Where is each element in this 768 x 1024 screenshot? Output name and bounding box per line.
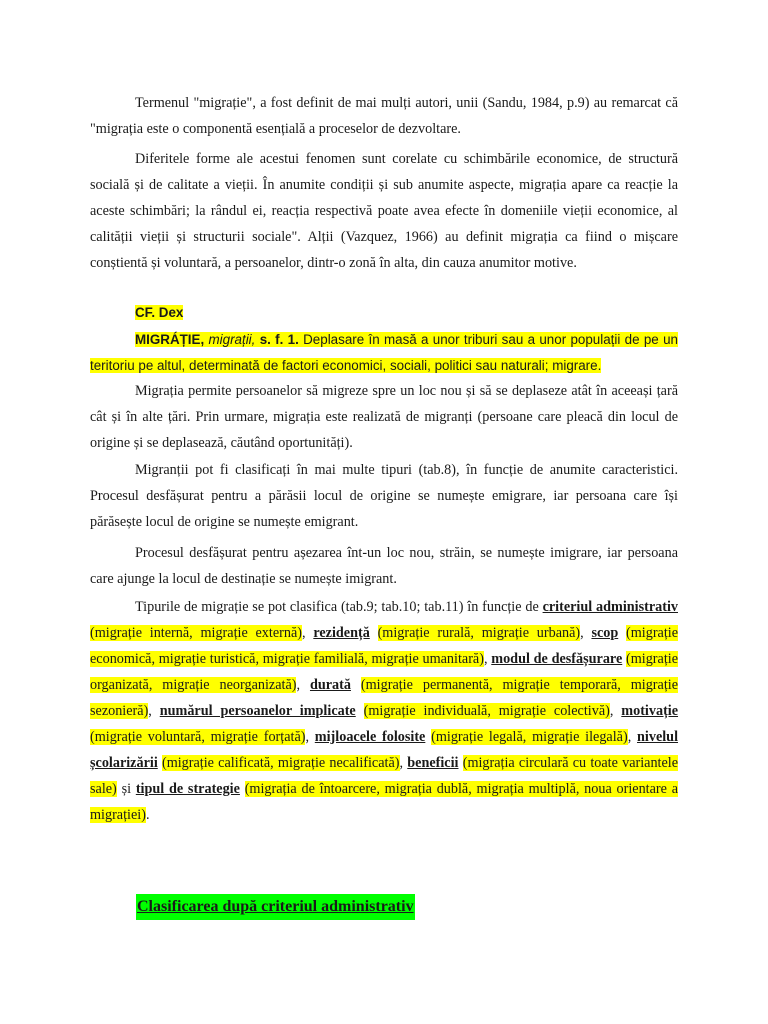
highlighted-text: (migrație rurală, migrație urbană) [377,625,581,641]
criterion-term: tipul de strategie [135,781,240,797]
paragraph-forms-of-phenomenon [90,146,678,276]
criterion-term: modul de desfășurare [491,651,623,667]
paragraph-cf-dex [90,300,678,326]
criterion-term: durată [309,677,351,693]
highlighted-text: (migrația circulară cu toate variantele sale) [90,755,679,797]
text-run: Procesul desfășurat pentru așezarea înt-un loc nou, străin, se numește imigrare, iar persoana care ajunge la locul de destinație se numește imigrant. [90,545,678,587]
paragraph-migrant-types [90,457,678,535]
text-run: , [296,677,310,693]
criterion-term: rezidență [313,625,370,641]
highlighted-text: (migrație legală, migrație ilegală) [431,729,628,745]
text-run: . [145,807,150,823]
criterion-term: scop [591,625,619,641]
highlighted-text: (migrație voluntară, migrație forțată) [90,729,306,745]
highlighted-text: MIGRÁȚIE, [135,332,205,347]
highlighted-text: migrații, [208,332,256,347]
text-run: și [116,781,136,797]
paragraph-dex-definition [90,327,678,379]
text-run: Migranții pot fi clasificați în mai multe tipuri (tab.8), în funcție de anumite caracteristici. Procesul desfășurat pentru a părăsii locul de origine se numește emigrare, iar persoana care își părăsește locul de origine se numește emigrant. [90,462,678,530]
highlighted-text: s. f. 1. [259,332,299,347]
text-run: , [580,625,592,641]
text-run: , [305,729,315,745]
paragraph-migration-definition [90,90,678,142]
paragraph-immigration [90,540,678,592]
highlighted-text: CF. Dex [135,305,184,320]
criterion-term: mijloacele folosite [314,729,426,745]
section-heading: Clasificarea după criteriul administrativ [136,894,415,920]
criterion-term: nivelul școlarizării [90,729,679,771]
criterion-term: numărul persoanelor implicate [159,703,356,719]
text-run: , [399,755,408,771]
text-run: , [301,625,314,641]
text-run: Termenul "migrație", a fost definit de mai mulți autori, unii (Sandu, 1984, p.9) au remarcat că "migrația este o componentă esențială a proceselor de dezvoltare. [90,95,678,137]
paragraph-migration-allows [90,378,678,456]
text-run: Migrația permite persoanelor să migreze spre un loc nou și să se deplaseze atât în aceeași țară cât și în alte țări. Prin urmare, migrația este realizată de migranți (persoane care pleacă din locul de origine și se deplasează, căutând oportunități). [90,383,678,451]
text-run [351,677,361,693]
highlighted-text: (migrația de întoarcere, migrația dublă, migrația multiplă, noua orientare a migrației) [90,781,679,823]
highlighted-text: (migrație economică, migrație turistică, migrație familială, migrație umanitară) [90,625,679,667]
criterion-term: beneficii [407,755,459,771]
highlighted-text [204,332,208,347]
highlighted-text: (migrație internă, migrație externă) [90,625,302,641]
text-run: , [627,729,638,745]
criterion-term: motivație [621,703,679,719]
text-run: , [148,703,160,719]
highlighted-text: (migrație individuală, migrație colectivă) [363,703,610,719]
paragraph-migration-classification [90,594,678,828]
text-run: , [609,703,622,719]
highlighted-text: (migrație calificată, migrație necalificată) [161,755,400,771]
text-run [618,625,626,641]
text-run: Tipurile de migrație se pot clasifica (tab.9; tab.10; tab.11) în funcție de [135,599,543,615]
highlighted-text: (migrație permanentă, migrație temporară, migrație sezonieră) [90,677,679,719]
text-run: Diferitele forme ale acestui fenomen sunt corelate cu schimbările economice, de structură socială și de calitate a vieții. În anumite condiții și sub anumite aspecte, migrația apare ca reacție la aceste schimbări; la rândul ei, reacția respectivă poate avea efecte în domeniile vieții economice, al calității vieții și structurii sociale". Alții (Vazquez, 1966) au definit migrația ca fiind o mișcare conștientă și voluntară, a persoanelor, dintr-o zonă în alta, din cauza anumitor motive. [90,151,678,271]
highlighted-text: Deplasare în masă a unor triburi sau a unor populații de pe un teritoriu pe altul, determinată de factori economici, sociali, politici sau naturali; migrare. [90,332,678,373]
highlighted-text: (migrație organizată, migrație neorganizată) [90,651,678,693]
text-run [240,781,245,797]
text-run [370,625,378,641]
text-run [356,703,364,719]
criterion-term: criteriul administrativ [542,599,678,615]
text-run: , [483,651,492,667]
